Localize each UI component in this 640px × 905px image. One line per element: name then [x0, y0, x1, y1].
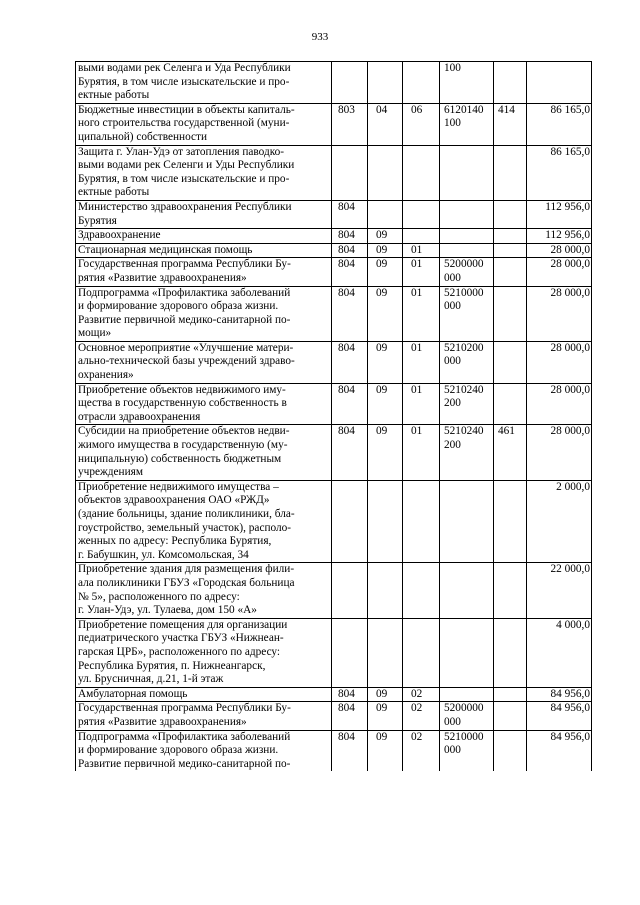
subsection-code-cell: 01	[403, 425, 440, 480]
amount-cell: 28 000,0	[527, 258, 592, 286]
section-code-cell: 09	[368, 730, 403, 771]
item-name-cell: Министерство здравоохранения Республики Бурятия	[76, 200, 332, 228]
department-code-cell: 804	[332, 687, 368, 702]
subsection-code-cell	[403, 618, 440, 687]
item-name-cell: Подпрограмма «Профилактика заболеваний и формирование здорового образа жизни. Развитие первичной медико-санитарной по-	[76, 730, 332, 771]
section-code-cell: 04	[368, 103, 403, 145]
department-code-cell	[332, 62, 368, 104]
subsection-code-cell	[403, 563, 440, 618]
expense-type-code-cell	[494, 687, 527, 702]
expense-type-code-cell	[494, 243, 527, 258]
table-row	[76, 243, 592, 258]
target-article-code-cell	[440, 229, 494, 244]
subsection-code-cell	[403, 480, 440, 563]
table-row	[76, 286, 592, 341]
section-code-cell: 09	[368, 425, 403, 480]
target-article-code-cell	[440, 200, 494, 228]
section-code-cell	[368, 563, 403, 618]
department-code-cell: 804	[332, 200, 368, 228]
target-article-code-cell: 5210000 000	[440, 286, 494, 341]
target-article-code-cell: 5210240 200	[440, 425, 494, 480]
department-code-cell: 804	[332, 341, 368, 383]
department-code-cell: 804	[332, 425, 368, 480]
amount-cell: 84 956,0	[527, 687, 592, 702]
subsection-code-cell: 01	[403, 383, 440, 425]
budget-table-body	[76, 62, 592, 772]
target-article-code-cell: 5210000 000	[440, 730, 494, 771]
department-code-cell	[332, 480, 368, 563]
expense-type-code-cell: 461	[494, 425, 527, 480]
department-code-cell: 804	[332, 730, 368, 771]
table-row	[76, 145, 592, 200]
subsection-code-cell	[403, 229, 440, 244]
section-code-cell	[368, 62, 403, 104]
amount-cell: 28 000,0	[527, 243, 592, 258]
subsection-code-cell: 06	[403, 103, 440, 145]
section-code-cell: 09	[368, 341, 403, 383]
table-row	[76, 341, 592, 383]
target-article-code-cell: 5200000 000	[440, 258, 494, 286]
expense-type-code-cell	[494, 258, 527, 286]
table-row	[76, 103, 592, 145]
target-article-code-cell	[440, 480, 494, 563]
table-row	[76, 687, 592, 702]
section-code-cell: 09	[368, 687, 403, 702]
item-name-cell: Субсидии на приобретение объектов недви- жимого имущества в государственную (му- ниципальную) собственность бюджетным учреждениям	[76, 425, 332, 480]
department-code-cell: 804	[332, 702, 368, 730]
target-article-code-cell	[440, 618, 494, 687]
amount-cell: 28 000,0	[527, 286, 592, 341]
table-row	[76, 480, 592, 563]
department-code-cell: 804	[332, 229, 368, 244]
target-article-code-cell: 100	[440, 62, 494, 104]
table-row	[76, 258, 592, 286]
amount-cell: 112 956,0	[527, 229, 592, 244]
department-code-cell: 804	[332, 258, 368, 286]
subsection-code-cell: 01	[403, 341, 440, 383]
target-article-code-cell: 5210240 200	[440, 383, 494, 425]
item-name-cell: Приобретение объектов недвижимого иму- щества в государственную собственность в отрасли здравоохранения	[76, 383, 332, 425]
table-row	[76, 730, 592, 771]
amount-cell: 112 956,0	[527, 200, 592, 228]
expense-type-code-cell	[494, 563, 527, 618]
amount-cell	[527, 62, 592, 104]
item-name-cell: Государственная программа Республики Бу- рятия «Развитие здравоохранения»	[76, 702, 332, 730]
subsection-code-cell: 02	[403, 687, 440, 702]
amount-cell: 28 000,0	[527, 383, 592, 425]
amount-cell: 2 000,0	[527, 480, 592, 563]
expense-type-code-cell	[494, 229, 527, 244]
item-name-cell: Амбулаторная помощь	[76, 687, 332, 702]
subsection-code-cell	[403, 200, 440, 228]
department-code-cell: 804	[332, 286, 368, 341]
table-row	[76, 618, 592, 687]
table-row	[76, 425, 592, 480]
section-code-cell: 09	[368, 286, 403, 341]
subsection-code-cell: 01	[403, 286, 440, 341]
subsection-code-cell: 02	[403, 702, 440, 730]
item-name-cell: Приобретение помещения для организации педиатрического участка ГБУЗ «Нижнеан- гарская ЦРБ», расположенного по адресу: Республика Бурятия, п. Нижнеангарск, ул. Брусничная, д.21, 1-й этаж	[76, 618, 332, 687]
target-article-code-cell	[440, 687, 494, 702]
expense-type-code-cell: 414	[494, 103, 527, 145]
expense-type-code-cell	[494, 480, 527, 563]
amount-cell: 84 956,0	[527, 730, 592, 771]
target-article-code-cell: 5200000 000	[440, 702, 494, 730]
table-row	[76, 62, 592, 104]
target-article-code-cell	[440, 563, 494, 618]
section-code-cell	[368, 618, 403, 687]
expense-type-code-cell	[494, 618, 527, 687]
budget-table	[75, 61, 592, 771]
department-code-cell	[332, 145, 368, 200]
expense-type-code-cell	[494, 62, 527, 104]
item-name-cell: Приобретение здания для размещения фили- ала поликлиники ГБУЗ «Городская больница № 5», расположенного по адресу: г. Улан-Удэ, ул. Тулаева, дом 150 «А»	[76, 563, 332, 618]
expense-type-code-cell	[494, 200, 527, 228]
item-name-cell: Приобретение недвижимого имущества – объектов здравоохранения ОАО «РЖД» (здание больницы, здание поликлиники, бла- гоустройство, земельный участок), располо- женных по адресу: Республика Бурятия, г. Бабушкин, ул. Комсомольская, 34	[76, 480, 332, 563]
target-article-code-cell: 5210200 000	[440, 341, 494, 383]
amount-cell: 28 000,0	[527, 341, 592, 383]
expense-type-code-cell	[494, 383, 527, 425]
subsection-code-cell: 01	[403, 258, 440, 286]
department-code-cell: 804	[332, 383, 368, 425]
item-name-cell: Здравоохранение	[76, 229, 332, 244]
amount-cell: 84 956,0	[527, 702, 592, 730]
section-code-cell	[368, 200, 403, 228]
subsection-code-cell: 02	[403, 730, 440, 771]
department-code-cell	[332, 563, 368, 618]
amount-cell: 22 000,0	[527, 563, 592, 618]
subsection-code-cell	[403, 62, 440, 104]
table-row	[76, 383, 592, 425]
section-code-cell	[368, 145, 403, 200]
department-code-cell	[332, 618, 368, 687]
section-code-cell: 09	[368, 383, 403, 425]
page-number: 933	[311, 31, 329, 43]
item-name-cell: Защита г. Улан-Удэ от затопления паводко- выми водами рек Селенги и Уды Республики Бурятия, в том числе изыскательские и про- ектные работы	[76, 145, 332, 200]
subsection-code-cell	[403, 145, 440, 200]
target-article-code-cell: 6120140 100	[440, 103, 494, 145]
expense-type-code-cell	[494, 145, 527, 200]
subsection-code-cell: 01	[403, 243, 440, 258]
item-name-cell: Государственная программа Республики Бу- рятия «Развитие здравоохранения»	[76, 258, 332, 286]
table-row	[76, 229, 592, 244]
section-code-cell: 09	[368, 243, 403, 258]
section-code-cell: 09	[368, 258, 403, 286]
department-code-cell: 804	[332, 243, 368, 258]
item-name-cell: Основное мероприятие «Улучшение матери- ально-технической базы учреждений здраво- охранения»	[76, 341, 332, 383]
section-code-cell: 09	[368, 229, 403, 244]
item-name-cell: Бюджетные инвестиции в объекты капиталь- ного строительства государственной (муни- ципальной) собственности	[76, 103, 332, 145]
table-row	[76, 702, 592, 730]
item-name-cell: выми водами рек Селенга и Уда Республики Бурятия, в том числе изыскательские и про- ектные работы	[76, 62, 332, 104]
amount-cell: 86 165,0	[527, 145, 592, 200]
item-name-cell: Стационарная медицинская помощь	[76, 243, 332, 258]
table-row	[76, 563, 592, 618]
expense-type-code-cell	[494, 341, 527, 383]
target-article-code-cell	[440, 243, 494, 258]
table-row	[76, 200, 592, 228]
section-code-cell	[368, 480, 403, 563]
expense-type-code-cell	[494, 730, 527, 771]
amount-cell: 4 000,0	[527, 618, 592, 687]
expense-type-code-cell	[494, 286, 527, 341]
expense-type-code-cell	[494, 702, 527, 730]
section-code-cell: 09	[368, 702, 403, 730]
amount-cell: 28 000,0	[527, 425, 592, 480]
target-article-code-cell	[440, 145, 494, 200]
item-name-cell: Подпрограмма «Профилактика заболеваний и формирование здорового образа жизни. Развитие первичной медико-санитарной по- мощи»	[76, 286, 332, 341]
department-code-cell: 803	[332, 103, 368, 145]
amount-cell: 86 165,0	[527, 103, 592, 145]
